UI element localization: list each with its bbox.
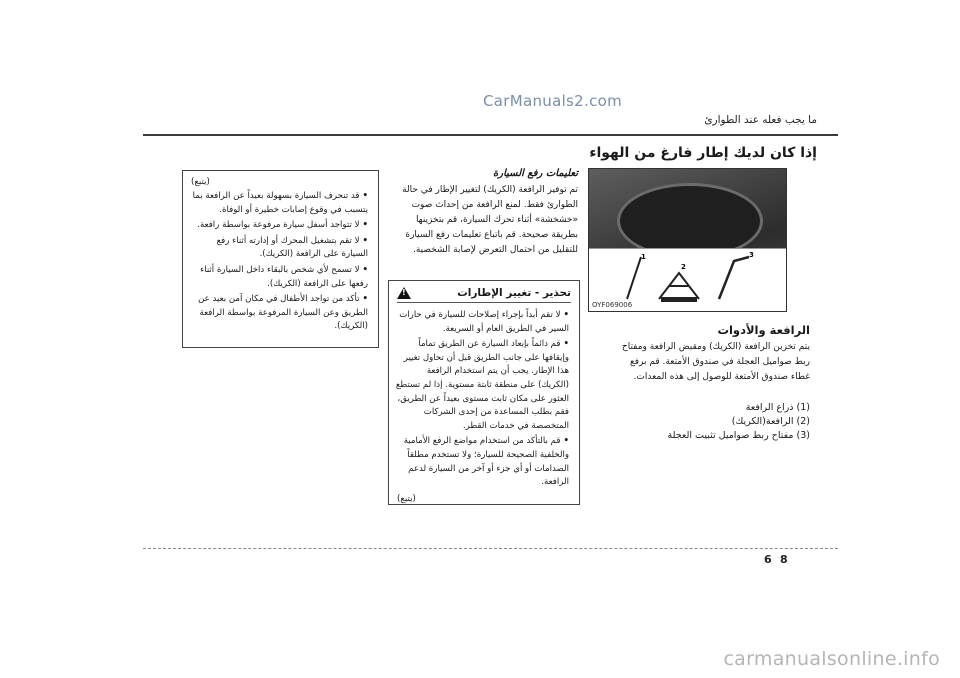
warning-box — [388, 280, 580, 505]
warning-list — [389, 309, 579, 490]
list-item: •قم دائماً بإبعاد السيارة عن الطريق تماماً وإيقافها على جانب الطريق قبل أن تحاول تغيير هذا الإطار. يجب أن يتم استخدام الرافعة (الكريك) على منطقة ثابتة مستوية. إذا لم تستطع العثور على مكان ثابت مستوى بعيداً عن الطريق، فقم بطلب المساعدة من إحدى الشركات المتخصصة في خدمات القطر. — [395, 339, 569, 431]
watermark-bottom: carmanualsonline.info — [723, 648, 940, 670]
list-item: •لا تقم أبداً بإجراء إصلاحات للسيارة في حارات السير في الطريق العام أو السريعة. — [399, 310, 569, 334]
tools-list — [610, 401, 810, 443]
page-number: 8 — [780, 553, 788, 566]
section-title: إذا كان لديك إطار فارغ من الهواء — [589, 145, 817, 161]
jack-tools-photo — [588, 168, 787, 312]
list-item: (3) مفتاح ربط صواميل تثبيت العجلة — [667, 430, 810, 441]
list-item: •قد تنحرف السيارة بسهولة بعيداً عن الرافعة بما يتسبب في وقوع إصابات خطيرة أو الوفاة. — [192, 191, 368, 215]
watermark-top: CarManuals2.com — [483, 92, 623, 110]
photo-code: OYF069006 — [592, 301, 633, 309]
header-rule — [143, 134, 838, 136]
continued-list — [183, 190, 378, 334]
list-item: (1) ذراع الرافعة — [745, 402, 810, 413]
list-item: •لا تقم بتشغيل المحرك أو إدارته أثناء رفع السيارة على الرافعة (الكريك). — [216, 235, 368, 260]
continued-head: (يتبع) — [191, 177, 210, 187]
list-item: (2) الرافعة(الكريك) — [731, 416, 810, 427]
warning-triangle-icon — [397, 287, 411, 299]
tool-label-3: 3 — [749, 251, 754, 259]
list-item: •لا تتواجد أسفل سيارة مرفوعة بواسطة رافعة. — [197, 220, 368, 231]
footer-rule — [143, 548, 838, 549]
continued-note: (يتبع) — [397, 493, 416, 504]
jack-tools-heading: الرافعة والأدوات — [717, 323, 810, 337]
list-item: •تأكد من تواجد الأطفال في مكان آمن بعيد عن الطريق وعن السيارة المرفوعة بواسطة الرافعة (الكريك). — [198, 294, 368, 332]
jacking-heading: تعليمات رفع السيارة — [493, 168, 578, 179]
chapter-number: 6 — [764, 553, 772, 566]
jacking-paragraph: تم توفير الرافعة (الكريك) لتغيير الإطار في حالة الطوارئ فقط. لمنع الرافعة من إحداث صوت «خشخشة» أثناء تحرك السيارة، قم بتخزينها بطريقة صحيحة. قم باتباع تعليمات رفع السيارة للتقليل من احتمال التعرض لإصابة الشخصية. — [402, 185, 578, 255]
list-item: •لا تسمح لأي شخص بالبقاء داخل السيارة أثناء رفعها على الرافعة (الكريك). — [200, 264, 368, 289]
jack-tools-paragraph: يتم تخزين الرافعة (الكريك) ومقبض الرافعة ومفتاح ربط صواميل العجلة في صندوق الأمتعة. قم برفع غطاء صندوق الأمتعة للوصول إلى هذه المعدات. — [621, 342, 810, 382]
list-item: •قم بالتأكد من استخدام مواضع الرفع الأمامية والخلفية الصحيحة للسيارة؛ ولا تستخدم مطلقاً الصدامات أو أي جزء أو آخر من السيارة لدعم الرافعة. — [403, 436, 569, 488]
tool-label-1: 1 — [641, 253, 646, 261]
jacking-instructions — [388, 168, 578, 258]
continued-warning-box — [182, 170, 379, 348]
chapter-header: ما يجب فعله عند الطوارئ — [704, 114, 817, 126]
warning-header — [397, 287, 571, 303]
warning-title: تحذير - تغيير الإطارات — [457, 287, 571, 299]
tool-label-2: 2 — [681, 263, 686, 271]
tools-inset — [589, 248, 786, 311]
